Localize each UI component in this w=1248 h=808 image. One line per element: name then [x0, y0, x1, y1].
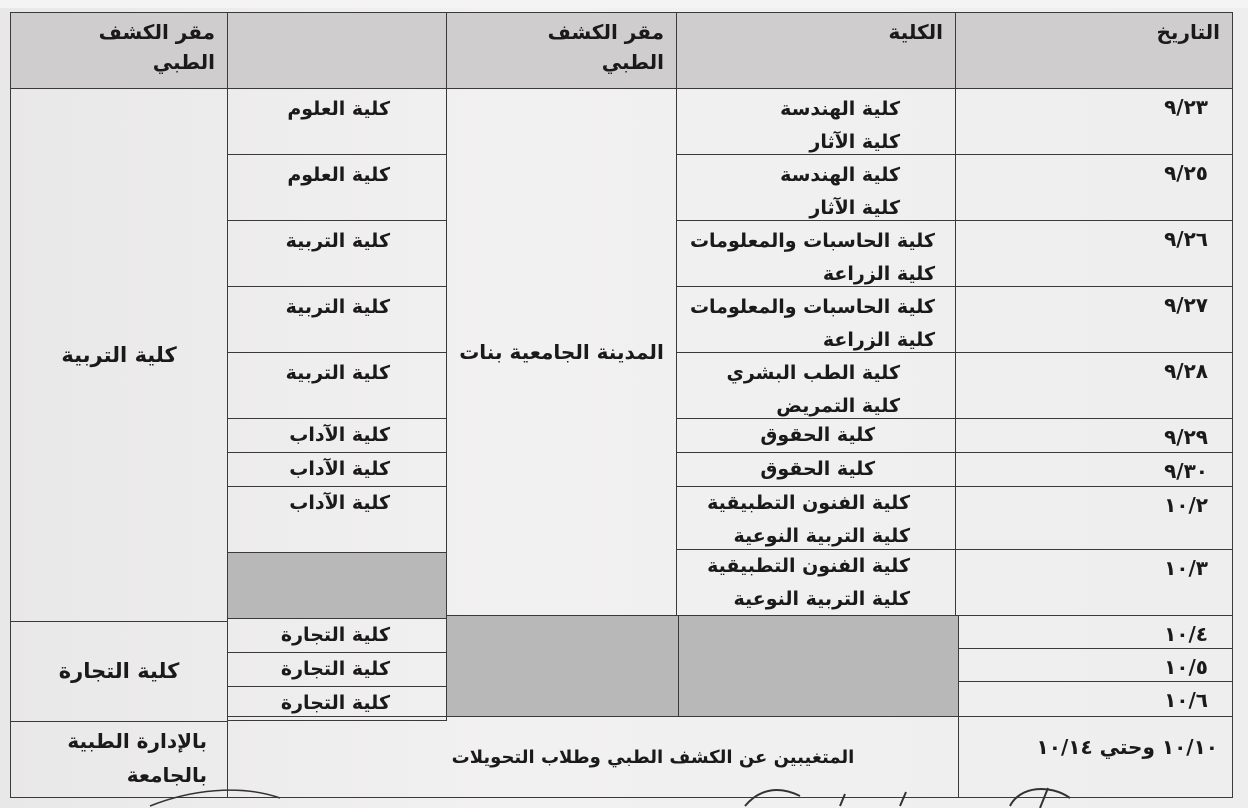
- site-1-empty-shaded: [446, 615, 679, 717]
- college-cell: كلية الفنون التطبيقية كلية التربية النوعية: [676, 549, 956, 616]
- date-cell: ٩/٢٧: [955, 286, 1233, 353]
- site-1-block: المدينة الجامعية بنات: [446, 88, 677, 616]
- site-2-cell: كلية التجارة: [227, 618, 447, 653]
- college-cell: كلية الطب البشري كلية التمريض: [676, 352, 956, 419]
- date-cell: ٩/٢٦: [955, 220, 1233, 287]
- header-date: التاريخ: [955, 12, 1233, 89]
- date-cell: ١٠/٦: [958, 681, 1233, 717]
- site-2-cell: كلية الآداب: [227, 418, 447, 453]
- date-cell: ٩/٣٠: [955, 452, 1233, 487]
- page-top-edge: [0, 0, 1248, 8]
- header-site-1: مقر الكشف الطبي: [446, 12, 677, 89]
- college-cell: كلية الحاسبات والمعلومات كلية الزراعة: [676, 286, 956, 353]
- site-2-empty-shaded: [227, 552, 447, 619]
- date-cell: ٩/٢٣: [955, 88, 1233, 155]
- date-cell: ١٠/٢: [955, 486, 1233, 550]
- site-2-cell: كلية الآداب: [227, 452, 447, 487]
- college-cell: كلية الحقوق: [676, 452, 956, 487]
- college-cell: كلية الفنون التطبيقية كلية التربية النوعية: [676, 486, 956, 550]
- header-blank: [227, 12, 447, 89]
- header-site-2: مقر الكشف الطبي: [10, 12, 228, 89]
- site-2-cell: كلية العلوم: [227, 154, 447, 221]
- date-cell: ١٠/٥: [958, 648, 1233, 682]
- site-tigara-block: كلية التجارة: [10, 621, 228, 722]
- college-cell: كلية الهندسة كلية الآثار: [676, 88, 956, 155]
- site-2-cell: كلية التربية: [227, 286, 447, 353]
- handwritten-marks: [0, 780, 1248, 808]
- site-2-cell: كلية التجارة: [227, 652, 447, 687]
- header-college: الكلية: [676, 12, 956, 89]
- date-cell: ٩/٢٥: [955, 154, 1233, 221]
- site-2-cell: كلية الآداب: [227, 486, 447, 553]
- site-2-cell: كلية التجارة: [227, 686, 447, 721]
- college-empty-shaded: [678, 615, 959, 717]
- site-tarbia-block: كلية التربية: [10, 88, 228, 622]
- date-cell: ٩/٢٨: [955, 352, 1233, 419]
- footer-date: ١٠/١٠ وحتي ١٠/١٤: [958, 716, 1233, 798]
- date-cell: ١٠/٣: [955, 549, 1233, 616]
- college-cell: كلية الهندسة كلية الآثار: [676, 154, 956, 221]
- college-cell: كلية الحاسبات والمعلومات كلية الزراعة: [676, 220, 956, 287]
- site-2-cell: كلية التربية: [227, 352, 447, 419]
- date-cell: ٩/٢٩: [955, 418, 1233, 453]
- footer-note: المتغيبين عن الكشف الطبي وطلاب التحويلات: [227, 716, 959, 798]
- site-2-cell: كلية العلوم: [227, 88, 447, 155]
- college-cell: كلية الحقوق: [676, 418, 956, 453]
- site-2-cell: كلية التربية: [227, 220, 447, 287]
- date-cell: ١٠/٤: [958, 615, 1233, 649]
- footer-site: بالإدارة الطبية بالجامعة: [10, 721, 228, 798]
